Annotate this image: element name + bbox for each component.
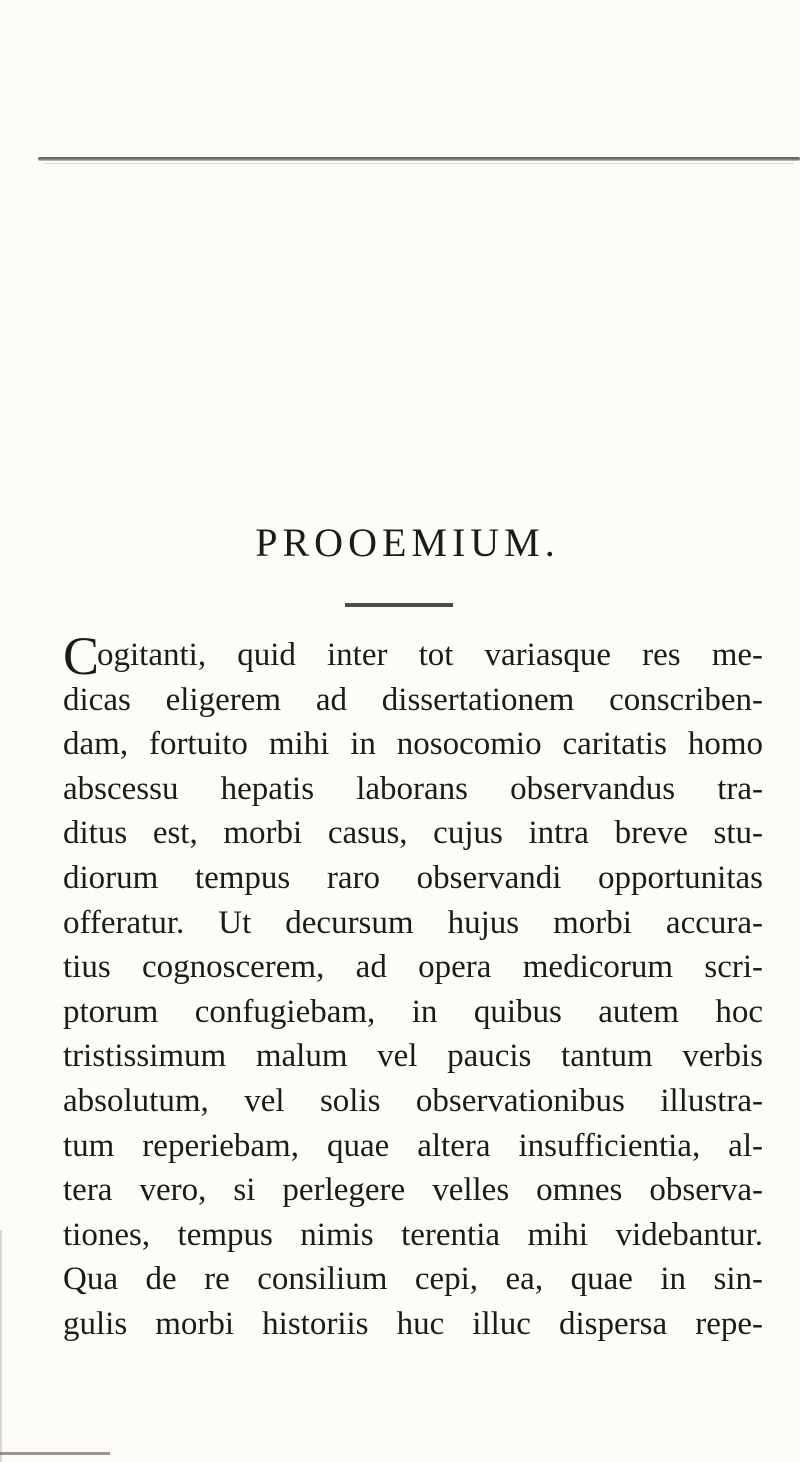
text-line: Qua de re consilium cepi, ea, quae in sin- xyxy=(63,1261,763,1298)
text-line: dam, fortuito mihi in nosocomio caritatis homo xyxy=(63,726,763,763)
body-text xyxy=(63,633,763,1347)
text-line: ditus est, morbi casus, cujus intra breve stu- xyxy=(63,815,763,852)
text-line: ptorum confugiebam, in quibus autem hoc xyxy=(63,993,763,1030)
page-edge-shadow xyxy=(0,1230,2,1462)
text-line: tiones, tempus nimis terentia mihi videbantur. xyxy=(63,1216,763,1253)
top-border-rule-thin xyxy=(44,163,794,164)
section-heading: PROOEMIUM. xyxy=(255,520,560,565)
bottom-edge-mark xyxy=(0,1452,110,1455)
text-line: tius cognoscerem, ad opera medicorum scri- xyxy=(63,949,763,986)
text-line: offeratur. Ut decursum hujus morbi accura- xyxy=(63,904,763,941)
drop-cap: C xyxy=(63,626,100,686)
text-line: gulis morbi historiis huc illuc dispersa repe- xyxy=(63,1305,763,1342)
text-line: abscessu hepatis laborans observandus tra- xyxy=(63,770,763,807)
text-line: tristissimum malum vel paucis tantum verbis xyxy=(63,1038,763,1075)
heading-divider xyxy=(345,603,453,607)
top-border-rule xyxy=(38,157,800,161)
text-line: absolutum, vel solis observationibus illustra- xyxy=(63,1082,763,1119)
text-line: ogitanti, quid inter tot variasque res me- xyxy=(97,637,763,673)
text-line: tera vero, si perlegere velles omnes observa- xyxy=(63,1172,763,1209)
text-line: dicas eligerem ad dissertationem conscriben- xyxy=(63,681,763,718)
text-line: diorum tempus raro observandi opportunitas xyxy=(63,859,763,896)
text-line: tum reperiebam, quae altera insufficientia, al- xyxy=(63,1127,763,1164)
